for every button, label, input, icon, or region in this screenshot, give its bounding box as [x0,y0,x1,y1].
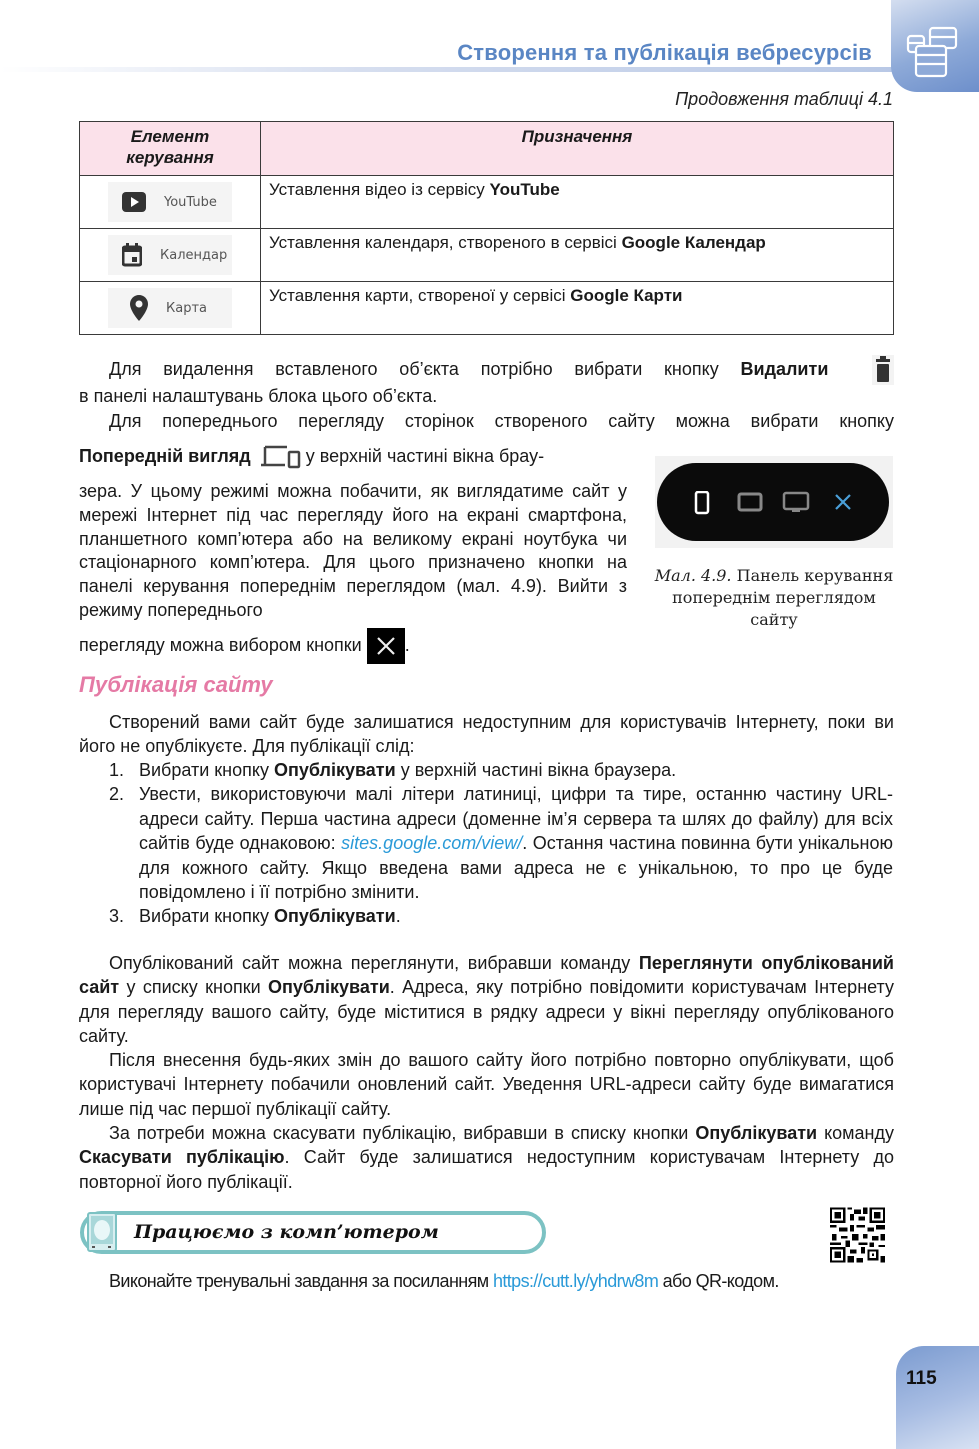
delete-paragraph-line1: Для видалення вставленого об’єкта потрібно вибрати кнопку Видалити [79,355,894,385]
table-row: Календар Уставлення календаря, створеного в сервісі Google Календар [80,229,894,282]
close-icon [367,628,405,664]
tablet-icon [737,491,763,513]
controls-table [79,121,894,335]
delete-paragraph-line2: в панелі налаштувань блока цього об’єкта. [79,386,438,406]
sites-url-link[interactable]: sites.google.com/view/ [341,833,523,854]
table-header-row [80,122,894,176]
browser-windows-icon [906,26,960,78]
table-row: YouTube Уставлення відео із сервісу YouTube [80,176,894,229]
map-pin-icon [130,295,148,321]
preview-paragraph-line2: Попередній вигляд у верхній частині вікна брау- [79,444,627,470]
figure-preview-panel [655,456,893,548]
desktop-icon [782,491,810,515]
col-header-element: Елемент керування [80,122,261,176]
working-with-computer-title: Працюємо з комп’ютером [134,1221,439,1243]
youtube-control: YouTube [108,182,232,222]
publish-steps [109,758,893,929]
close-icon [832,491,854,513]
preview-control-panel [657,463,889,541]
tablet-preview-button[interactable] [737,491,763,518]
tablet-device-icon [87,1212,117,1252]
trash-icon [872,355,894,385]
col-header-purpose: Призначення [261,122,894,176]
working-with-computer-box [80,1211,546,1254]
list-item: 1. Вибрати кнопку Опублікувати у верхній частині вікна браузера. [109,760,677,780]
qr-code[interactable] [830,1207,885,1263]
preview-paragraph-end: перегляду можна вибором кнопки . [79,628,639,664]
section-title: Публікація сайту [79,672,273,697]
calendar-icon [122,243,142,267]
list-item: 3. Вибрати кнопку Опублікувати. [109,906,401,927]
header-rule [0,67,900,72]
desktop-preview-button[interactable] [782,491,810,520]
phone-preview-button[interactable] [694,491,710,520]
training-link[interactable]: https://cutt.ly/yhdrw8m [492,1271,659,1291]
youtube-play-icon [122,192,146,212]
cancel-publish-paragraph: За потреби можна скасувати публікацію, вибравши в списку кнопки Опублікувати команду Скасувати публікацію. Сайт буде залишатися недоступним користувачам Інтернету до повторної його публікації. [79,1123,895,1192]
preview-devices-icon [261,444,301,470]
view-published-paragraph: Опублікований сайт можна переглянути, вибравши команду Переглянути опублікований сайт у списку кнопки Опублікувати. Адреса, яку потрібно повідомити користувачам Інтернету для перегляду вашого сайту, буде міститися в рядку адреси у вікні перегляду опублікованого сайту. [79,953,894,1047]
close-preview-button[interactable] [832,491,854,518]
chapter-tab [891,0,979,92]
republish-paragraph: Після внесення будь-яких змін до вашого сайту його потрібно повторно опублікувати, щоб користувачі Інтернету побачили оновлений сайт. Уведення URL-адреси сайту буде вимагатися лише під час першої публікації сайту. [79,1050,894,1119]
list-item: 2. Увести, використовуючи малі літери латиниці, цифри та тире, останню частину URL-адреси сайту. Перша частина адреси (доменне ім’я сервера та шлях до файлу) для всіх сайтів буде однаковою: sites.google.com/view/. Остання частина повинна бути унікальною для кожного сайту. Якщо введена вами адреса не є унікальною, то про це буде повідомлено і її потрібно змінити. [109,784,894,903]
calendar-control: Календар [108,235,232,275]
chapter-title: Створення та публікація вебресурсів [457,40,872,65]
publish-intro: Створений вами сайт буде залишатися недоступним для користувачів Інтернету, поки ви його не опублікуєте. Для публікації слід: [79,712,894,757]
table-row: Карта Уставлення карти, створеної у сервісі Google Карти [80,282,894,335]
table-continuation-label: Продовження таблиці 4.1 [675,89,893,109]
phone-icon [694,491,710,515]
training-task-text: Виконайте тренувальні завдання за посиланням https://cutt.ly/yhdrw8m або QR-кодом. [109,1271,779,1291]
preview-paragraph-body: зера. У цьому режимі можна побачити, як виглядатиме сайт у мережі Інтернет під час перегляду його на екрані смартфона, планшетного комп’ютера або на великому екрані ноутбука чи стаціонарного комп’ютера. Для цього призначено кнопки на панелі керування попереднім переглядом (мал. 4.9). Вийти з режиму попереднього [79,481,627,620]
page-number: 115 [906,1368,937,1389]
exit-preview-close-button[interactable] [367,628,405,664]
map-control: Карта [108,288,232,328]
page-number-tab [896,1346,979,1449]
figure-caption: Мал. 4.9. Панель керування попереднім переглядом сайту [654,566,894,629]
preview-paragraph-line1: Для попереднього перегляду сторінок створеного сайту можна вибрати кнопку [109,411,894,431]
